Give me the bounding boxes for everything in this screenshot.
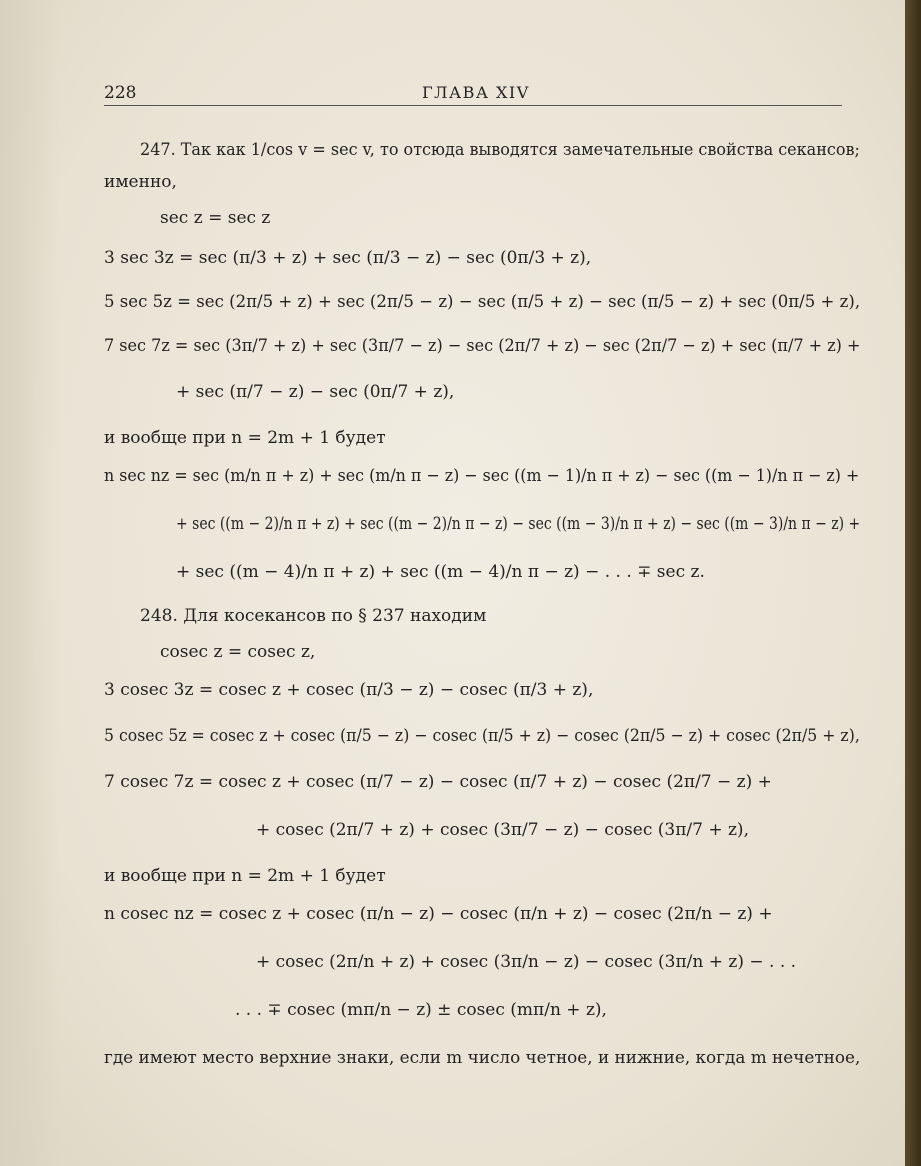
page-number: 228 [104, 83, 137, 103]
sec-general-eq-3: + sec ((m − 4)/n π + z) + sec ((m − 4)/n π − z) − . . . ∓ sec z. [176, 562, 705, 582]
sec-eq-7: 7 sec 7z = sec (3π/7 + z) + sec (3π/7 − z) − sec (2π/7 + z) − sec (2π/7 − z) + sec (π/7 + z) + [104, 336, 861, 356]
section-247-intro: 247. Так как 1/cos v = sec v, то отсюда выводятся замечательные свойства секансов; [140, 140, 860, 160]
cosec-general-eq-3: . . . ∓ cosec (mπ/n − z) ± cosec (mπ/n + z), [235, 1000, 607, 1020]
cosec-general-eq-1: n cosec nz = cosec z + cosec (π/n − z) − cosec (π/n + z) − cosec (2π/n − z) + [104, 904, 773, 924]
page-header [104, 83, 842, 105]
chapter-title: ГЛАВА XIV [422, 83, 530, 102]
cosec-eq-3: 3 cosec 3z = cosec z + cosec (π/3 − z) − cosec (π/3 + z), [104, 680, 594, 700]
sec-general-eq-1: n sec nz = sec (m/n π + z) + sec (m/n π − z) − sec ((m − 1)/n π + z) − sec ((m − 1)/n π − z) + [104, 466, 860, 486]
sec-general-eq-2: + sec ((m − 2)/n π + z) + sec ((m − 2)/n π − z) − sec ((m − 3)/n π + z) − sec ((m − 3)/n π − z) + [176, 514, 861, 534]
cosec-eq-1: cosec z = cosec z, [160, 642, 316, 662]
page-shadow-left [0, 0, 60, 1166]
sec-eq-3: 3 sec 3z = sec (π/3 + z) + sec (π/3 − z) − sec (0π/3 + z), [104, 248, 592, 268]
section-247-intro-cont: именно, [104, 172, 177, 192]
cosec-eq-5: 5 cosec 5z = cosec z + cosec (π/5 − z) − cosec (π/5 + z) − cosec (2π/5 − z) + cosec (2π/5 + z), [104, 726, 860, 746]
sec-eq-5: 5 sec 5z = sec (2π/5 + z) + sec (2π/5 − z) − sec (π/5 + z) − sec (π/5 − z) + sec (0π/5 + z), [104, 292, 861, 312]
sec-eq-7-cont: + sec (π/7 − z) − sec (0π/7 + z), [176, 382, 455, 402]
cosec-eq-7: 7 cosec 7z = cosec z + cosec (π/7 − z) − cosec (π/7 + z) − cosec (2π/7 − z) + [104, 772, 772, 792]
cosec-general-eq-2: + cosec (2π/n + z) + cosec (3π/n − z) − cosec (3π/n + z) − . . . [256, 952, 797, 972]
closing-sentence: где имеют место верхние знаки, если m число четное, и нижние, когда m нечетное, [104, 1048, 861, 1068]
section-248-intro: 248. Для косекансов по § 237 находим [140, 606, 487, 626]
sec-general-intro: и вообще при n = 2m + 1 будет [104, 428, 386, 448]
book-spine-edge [905, 0, 921, 1166]
header-rule [104, 105, 842, 106]
cosec-general-intro: и вообще при n = 2m + 1 будет [104, 866, 386, 886]
cosec-eq-7-cont: + cosec (2π/7 + z) + cosec (3π/7 − z) − cosec (3π/7 + z), [256, 820, 749, 840]
sec-eq-1: sec z = sec z [160, 208, 271, 228]
